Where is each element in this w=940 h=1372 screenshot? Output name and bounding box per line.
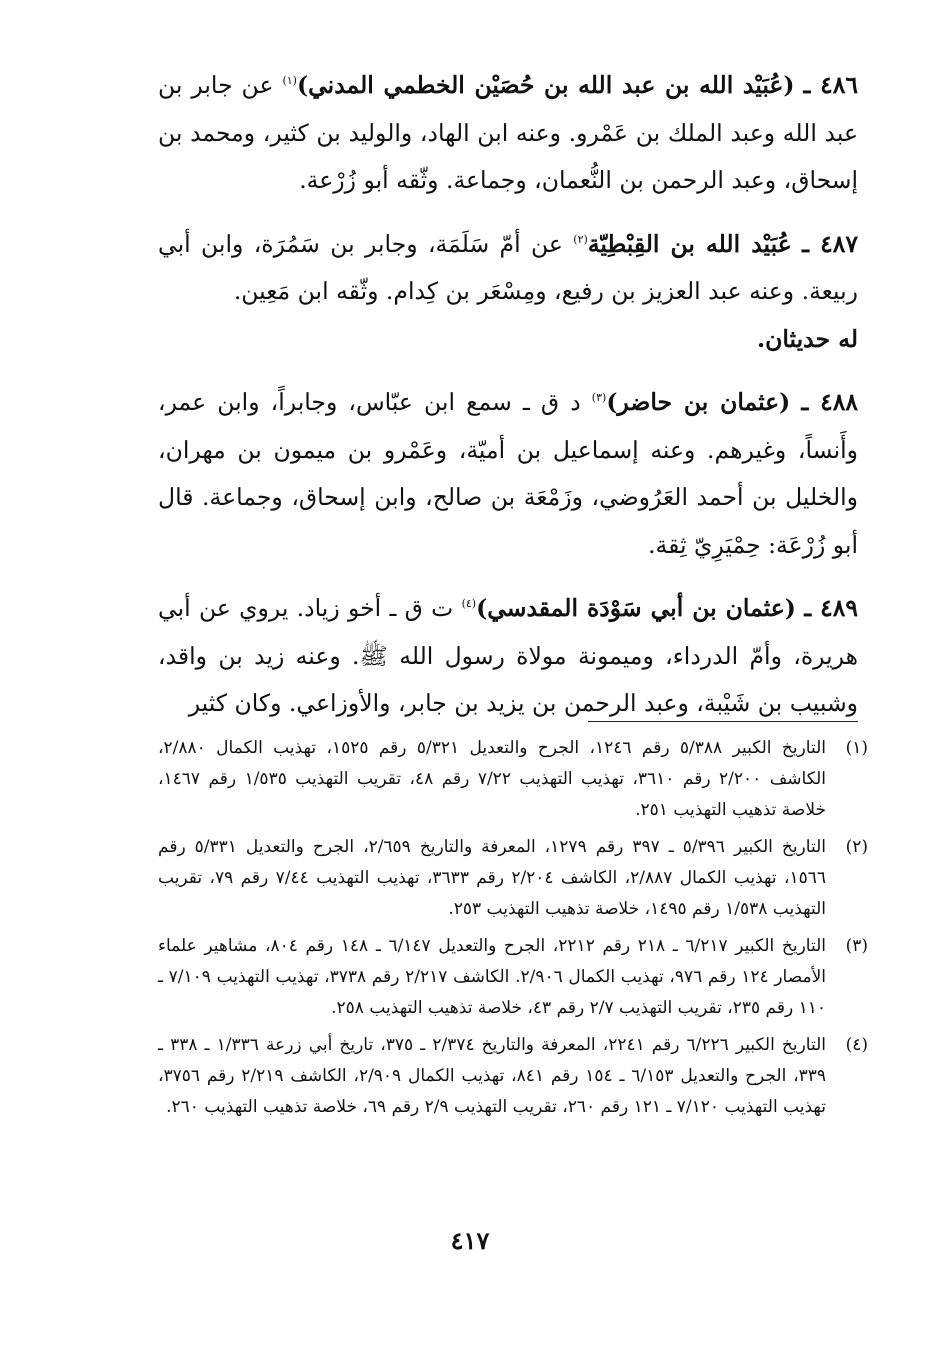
- footnote-reference: (٤): [461, 597, 477, 611]
- footnote-text: التاريخ الكبير ٥/٣٨٨ رقم ١٢٤٦، الجرح والتعديل ٥/٣٢١ رقم ١٥٢٥، تهذيب الكمال ٢/٨٨٠، الكاشف ٢/٢٠٠ رقم ٣٦١٠، تهذيب التهذيب ٧/٢٢ رقم ٤٨، تقريب التهذيب ١/٥٣٥ رقم ١٤٦٧، خلاصة تذهيب التهذيب ٢٥١.: [158, 738, 827, 820]
- footnote-number: (٣): [845, 936, 868, 956]
- footnote-number: (٢): [845, 837, 868, 857]
- page-number: ٤١٧: [450, 1226, 490, 1255]
- footnote-reference: (٣): [591, 391, 607, 405]
- entry-heading: (عثمان بن أبي سَوْدَة المقدسي): [476, 594, 796, 622]
- entry-488: [158, 379, 858, 569]
- footnote-2: [158, 832, 868, 925]
- footnote-3: [158, 931, 868, 1024]
- entry-body: د ق ـ سمع ابن عبّاس، وجابراً، وابن عمر، وأَنساً، وغيرهم. وعنه إسماعيل بن أميّة، وعَمْرو بن ميمون بن مهران، والخليل بن أحمد العَرُوضي، وزَمْعَة بن صالح، وابن إسحاق، وجماعة. قال أبو زُرْعَة: حِمْيَرِيّ ثِقة.: [158, 388, 858, 559]
- footnote-separator: [588, 721, 858, 722]
- entry-487: [158, 221, 858, 364]
- entry-body: عن أمّ سَلَمَة، وجابر بن سَمُرَة، وابن أبي ربيعة. وعنه عبد العزيز بن رفيع، ومِسْعَر بن كِدام. وثّقه ابن مَعِين.: [158, 229, 858, 305]
- entry-body: ت ق ـ أخو زياد. يروي عن أبي هريرة، وأمّ الدرداء، وميمونة مولاة رسول الله ﷺ. وعنه زيد بن واقد، وشبيب بن شَيْبة، وعبد الرحمن بن يزيد بن جابر، والأوزاعي. وكان كثير: [158, 594, 858, 717]
- footnote-number: (٤): [845, 1035, 868, 1055]
- footnote-reference: (٢): [573, 232, 588, 246]
- entry-number: ٤٨٨ ـ: [801, 388, 858, 416]
- main-text: [158, 62, 858, 744]
- footnotes: [158, 733, 868, 1129]
- entry-remark: له حديثان.: [756, 324, 858, 353]
- footnote-text: التاريخ الكبير ٦/٢٢٦ رقم ٢٢٤١، المعرفة والتاريخ ٢/٣٧٤ ـ ٣٧٥، تاريخ أبي زرعة ١/٣٣٦ ـ ٣٣٨ ـ ٣٣٩، الجرح والتعديل ٦/١٥٣ ـ ١٥٤ رقم ٨٤١، تهذيب الكمال ٢/٩٠٩، الكاشف ٢/٢١٩ رقم ٣٧٥٦، تهذيب التهذيب ٧/١٢٠ ـ ١٢١ رقم ٢٦٠، تقريب التهذيب ٢/٩ رقم ٦٩، خلاصة تذهيب التهذيب ٢٦٠.: [158, 1035, 827, 1117]
- entry-486: [158, 62, 858, 205]
- entry-heading: (عثمان بن حاضر): [606, 388, 791, 416]
- footnote-4: [158, 1030, 868, 1123]
- footnote-number: (١): [845, 738, 868, 758]
- entry-body: عن جابر بن عبد الله وعبد الملك بن عَمْرو. وعنه ابن الهاد، والوليد بن كثير، ومحمد بن إسحاق، وعبد الرحمن بن النُّعمان، وجماعة. وثّقه أبو زُرْعة.: [158, 71, 858, 194]
- entry-number: ٤٨٦ ـ: [803, 71, 858, 99]
- footnote-text: التاريخ الكبير ٥/٣٩٦ ـ ٣٩٧ رقم ١٢٧٩، المعرفة والتاريخ ٢/٦٥٩، الجرح والتعديل ٥/٣٣١ رقم ١٥٦٦، تهذيب الكمال ٢/٨٨٧، الكاشف ٢/٢٠٤ رقم ٣٦٣٣، تهذيب التهذيب ٧/٤٤ رقم ٧٩، تقريب التهذيب ١/٥٣٨ رقم ١٤٩٥، خلاصة تذهيب التهذيب ٢٥٣.: [158, 837, 826, 919]
- entry-heading: (عُبَيْد الله بن عبد الله بن حُصَيْن الخطمي المدني): [296, 71, 795, 99]
- entry-heading: عُبَيْد الله بن القِبْطِيّة: [587, 229, 792, 258]
- footnote-text: التاريخ الكبير ٦/٢١٧ ـ ٢١٨ رقم ٢٢١٢، الجرح والتعديل ٦/١٤٧ ـ ١٤٨ رقم ٨٠٤، مشاهير علماء الأمصار ١٢٤ رقم ٩٧٦، تهذيب الكمال ٢/٩٠٦. الكاشف ٢/٢١٧ رقم ٣٧٣٨، تهذيب التهذيب ٧/١٠٩ ـ ١١٠ رقم ٢٣٥، تقريب التهذيب ٢/٧ رقم ٤٣، خلاصة تذهيب التهذيب ٢٥٨.: [158, 936, 827, 1018]
- entry-number: ٤٨٩ ـ: [804, 594, 858, 622]
- footnote-reference: (١): [282, 74, 297, 88]
- entry-489: [158, 585, 858, 728]
- entry-number: ٤٨٧ ـ: [802, 229, 858, 258]
- footnote-1: [158, 733, 868, 826]
